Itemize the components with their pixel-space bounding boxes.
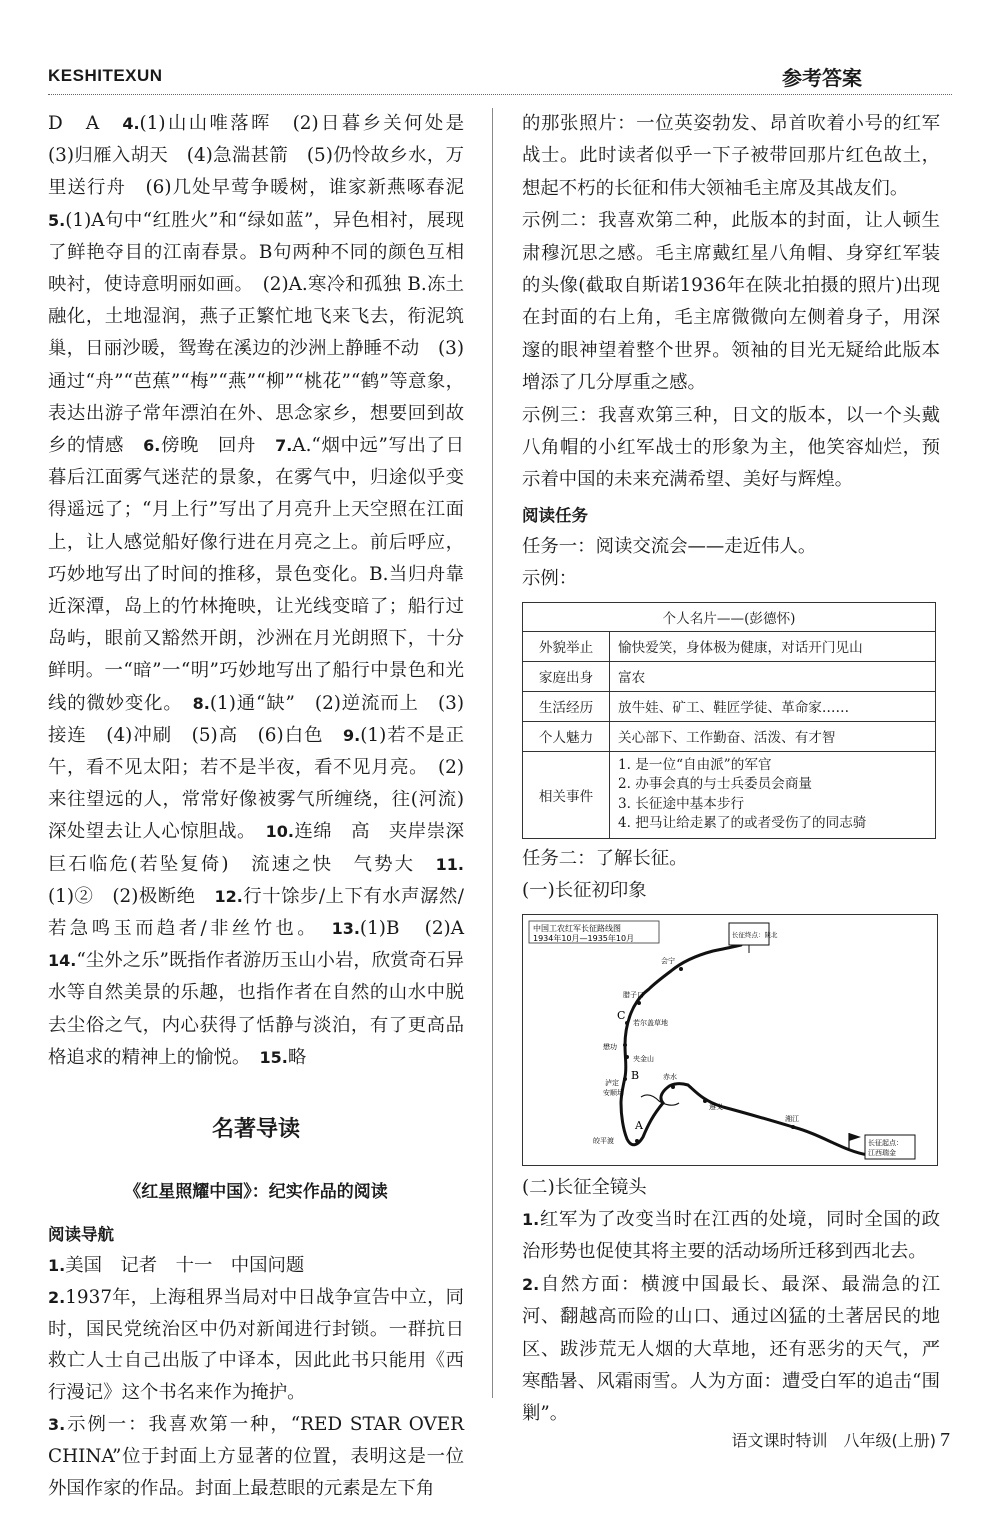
start-label-1: 长征起点： — [868, 1138, 903, 1147]
brand-name: KESHITEXUN — [48, 66, 163, 85]
example3: 示例三：我喜欢第三种，日文的版本，以一个头戴八角帽的小红军战士的形象为主，他笑容灿烂，预示着中国的未来充满希望、美好与辉煌。 — [522, 404, 940, 491]
table-row: 个人魅力 关心部下、工作勤奋、活泼、有才智 — [523, 721, 936, 751]
impression-heading: (一)长征初印象 — [522, 880, 647, 902]
answer-number: 5. — [48, 210, 66, 230]
table-row: 生活经历 放牛娃、矿工、鞋匠学徒、革命家…… — [523, 691, 936, 721]
card-title: 个人名片——(彭德怀) — [523, 602, 936, 631]
letter-c: C — [617, 1008, 626, 1022]
section-label: 参考答案 — [782, 68, 862, 90]
table-row: 家庭出身 富农 — [523, 661, 936, 691]
answer-number: 8. — [192, 693, 210, 713]
long-march-map — [522, 914, 938, 1166]
page-header — [48, 62, 952, 98]
answer-number: 6. — [143, 436, 161, 456]
answer-number: 14. — [48, 951, 77, 971]
answer-text: A.“烟中远”写出了日暮后江面雾气迷茫的景象，在雾气中，归途似乎变得遥远了；“月上行”写出了月亮升上天空照在江面上，让人感觉船好像行进在月亮之上。前后呼应，巧妙地写出了时间的推移，景色变化。B.当归舟靠近深潭，岛上的竹林掩映，让光线变暗了；船行过岛屿，眼前又豁然开朗，沙洲在月光朗照下，十分鲜明。一“暗”一“明”巧妙地写出了船行中景色和光线的微妙变化。 — [48, 435, 464, 714]
answer-text: 傍晚 回舟 — [160, 435, 276, 457]
map-title: 中国工农红军长征路线图 — [533, 923, 621, 933]
book-title: 语文课时特训 八年级(上册) — [731, 1431, 936, 1450]
place-label: 安顺场 — [603, 1088, 624, 1097]
answer-number: 9. — [343, 725, 361, 745]
place-label: 赤水 — [663, 1072, 677, 1081]
letter-a: A — [635, 1118, 643, 1132]
answer-number: 7. — [275, 436, 293, 456]
question-2: 2.自然方面：横渡中国最长、最深、最湍急的江河、翻越高而险的山口、通过凶猛的土著居民的地区、跋涉荒无人烟的大草地，还有恶劣的天气，严寒酷暑、风霜雨雪。人为方面：遭受白军的追击“围剿”。 — [522, 1273, 940, 1425]
answer-number: 12. — [214, 886, 243, 906]
place-label: 泸定 — [605, 1078, 619, 1087]
guide-item-3: 3.示例一：我喜欢第一种，“RED STAR OVER CHINA”位于封面上方显著的位置，表明这是一位外国作家的作品。封面上最惹眼的元素是左下角 — [48, 1414, 464, 1499]
answer-number: 4. — [122, 114, 140, 133]
example-label: 示例： — [522, 568, 578, 590]
answer-number: 15. — [259, 1047, 288, 1067]
answer-text: (1)② (2)极断绝 — [48, 885, 215, 907]
place-label: 湘江 — [785, 1114, 799, 1123]
page-number: 7 — [940, 1429, 950, 1451]
reading-task-heading: 阅读任务 — [522, 505, 588, 525]
table-row: 相关事件 1. 是一位“自由派”的军官 2. 办事会真的与士兵委员会商量 3. 长征途中基本步行 4. 把马让给走累了的或者受伤了的同志骑 — [523, 751, 936, 838]
question-1: 1.红军为了改变当时在江西的处境，同时全国的政治形势也促使其将主要的活动场所迁移到西北去。 — [522, 1208, 940, 1263]
page-footer — [732, 1428, 951, 1452]
place-label: 遵义 — [709, 1102, 723, 1111]
event-item: 4. 把马让给走累了的或者受伤了的同志骑 — [618, 815, 867, 832]
place-label: 腊子口 — [623, 990, 644, 999]
place-label: 皎平渡 — [593, 1136, 614, 1145]
task1: 任务一：阅读交流会——走近伟人。 — [522, 535, 817, 557]
march-route — [621, 945, 868, 1155]
full-lens-heading: (二)长征全镜头 — [522, 1176, 647, 1198]
book-subtitle: 《红星照耀中国》：纪实作品的阅读 — [124, 1182, 388, 1203]
place-label: 若尔盖草地 — [633, 1018, 668, 1027]
event-item: 2. 办事会真的与士兵委员会商量 — [618, 776, 813, 793]
table-row: 外貌举止 愉快爱笑，身体极为健康，对话开门见山 — [523, 631, 936, 661]
answer-text: “尘外之乐”既指作者游历玉山小岩，欣赏奇石异水等自然美景的乐趣，也指作者在自然的山水中脱去尘俗之气，内心获得了恬静与淡泊，有了更高品格追求的精神上的愉悦。 — [48, 950, 464, 1068]
map-dates: 1934年10月—1935年10月 — [533, 933, 635, 943]
answer-text: 连绵 高 夹岸崇深 巨石临危(若坠复倚) 流速之快 气势大 — [48, 821, 483, 875]
answer-text: (1)山山唯落晖 (2)日暮乡关何处是 (3)归雁入胡天 (4)急湍甚箭 (5)仍怜故乡水，万里送行舟 (6)几处早莺争暖树，谁家新燕啄春泥 — [48, 113, 483, 199]
answers-paragraph — [48, 108, 483, 1074]
start-label-2: 江西瑞金 — [868, 1148, 896, 1157]
place-label: 会宁 — [661, 956, 675, 965]
answer-text: (1)若不是正午，看不见太阳；若不是半夜，看不见月亮。 (2)来往望远的人，常常好像被雾气所缠绕，往(河流)深处望去让人心惊胆战。 — [48, 724, 464, 843]
task2: 任务二：了解长征。 — [522, 847, 688, 869]
answer-number: 13. — [331, 919, 360, 939]
letter-b: B — [631, 1068, 640, 1082]
guide-item-1: 1.美国 记者 十一 中国问题 — [48, 1255, 305, 1277]
event-item: 1. 是一位“自由派”的军官 — [618, 756, 772, 773]
answer-text: (1)通“缺” (2)逆流而上 (3)接连 (4)冲刷 (5)高 (6)白色 — [48, 692, 464, 746]
end-label: 长征终点：陕北 — [732, 930, 778, 939]
answer-text: D A — [48, 113, 123, 134]
answer-number: 10. — [265, 822, 294, 842]
event-item: 3. 长征途中基本步行 — [618, 795, 745, 812]
person-card-table — [522, 602, 936, 839]
reading-guide-heading: 阅读导航 — [48, 1225, 114, 1245]
example2: 示例二：我喜欢第二种，此版本的封面，让人顿生肃穆沉思之感。毛主席戴红星八角帽、身穿红军装的头像(截取自斯诺1936年在陕北拍摄的照片)出现在封面的右上角，毛主席微微向左侧着身子，用深邃的眼神望着整个世界。领袖的目光无疑给此版本增添了几分厚重之感。 — [522, 210, 940, 394]
guide-item-2: 2.1937年，上海租界当局对中日战争宣告中立，同时，国民党统治区中仍对新闻进行封锁。一群抗日救亡人士自己出版了中译本，因此此书只能用《西行漫记》这个书名来作为掩护。 — [48, 1286, 464, 1404]
place-label: 夹金山 — [633, 1054, 654, 1063]
right-column — [522, 108, 940, 1431]
column-divider — [492, 108, 493, 1398]
section-title: 名著导读 — [211, 1117, 300, 1143]
example1-continued: 的那张照片：一位英姿勃发、昂首吹着小号的红军战士。此时读者似乎一下子被带回那片红色故土，想起不朽的长征和伟大领袖毛主席及其战友们。 — [522, 113, 940, 199]
flag-icon — [849, 1133, 861, 1141]
left-column — [48, 108, 483, 1504]
answer-text: (1)B (2)A — [359, 918, 483, 940]
answer-text: 略 — [287, 1046, 307, 1068]
map-svg — [523, 915, 937, 1165]
answer-number: 11. — [435, 854, 464, 874]
place-label: 懋功 — [603, 1042, 617, 1051]
answer-text: (1)A句中“红胜火”和“绿如蓝”，异色相衬，展现了鲜艳夺目的江南春景。B句两种不同的颜色互相映衬，使诗意明丽如画。 (2)A.寒冷和孤独 B.冻土融化，土地湿润，燕子正繁忙地飞来飞去，衔泥筑巢，日丽沙暖，鸳鸯在溪边的沙洲上静睡不动 (3)通过“舟”“芭蕉”“梅”“燕”“柳”“桃花”“鹤”等意象，表达出游子常年漂泊在外、思念家乡，想要回到故乡的情感 — [48, 209, 464, 457]
header-rule — [48, 94, 952, 95]
answer-text: 行十馀步/上下有水声潺然/若急鸣玉而趋者/非丝竹也。 — [48, 885, 464, 940]
